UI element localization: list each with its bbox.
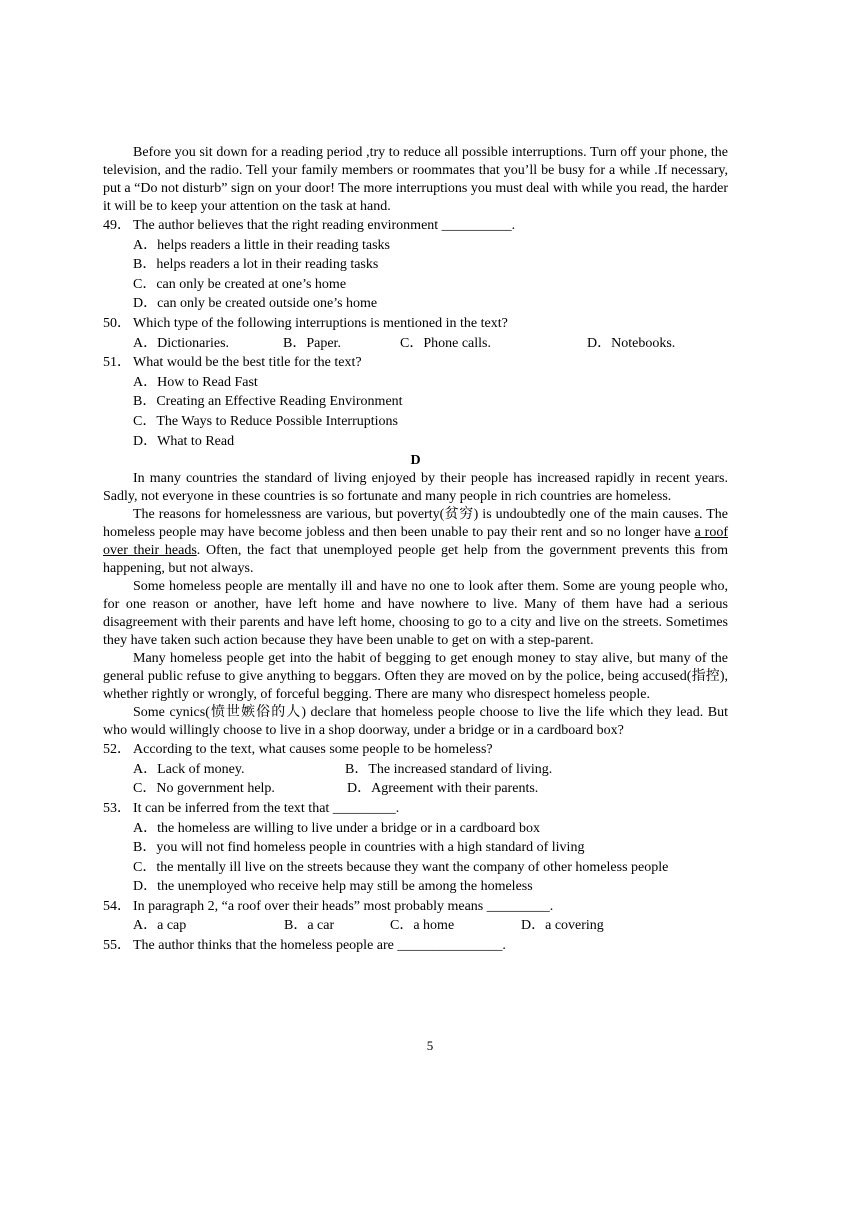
question-49 bbox=[103, 216, 728, 314]
option-d: D．a covering bbox=[521, 918, 604, 934]
passage-d-paragraph-5: Some cynics(愤世嫉俗的人) declare that homeless people choose to live the life which they lead. But who would willingly choose to live in a shop doorway, under a bridge or in a cardboard box? bbox=[103, 705, 728, 739]
option-b: B．a car bbox=[284, 918, 335, 934]
passage-d-paragraph-4: Many homeless people get into the habit of begging to get enough money to stay alive, but many of the general public refuse to give anything to beggars. Often they are moved on by the police, being accused(指控), whether rightly or wrongly, of forceful begging. There are many who disrespect homeless people. bbox=[103, 651, 728, 703]
option-d: D．the unemployed who receive help may still be among the homeless bbox=[133, 879, 533, 895]
paragraph-text: The reasons for homelessness are various, but poverty(贫穷) is undoubtedly one of the main causes. The homeless people may have become jobless and then been unable to pay their rent and so no longer have bbox=[103, 507, 728, 541]
option-c: C．can only be created at one’s home bbox=[133, 276, 347, 292]
section-heading: D bbox=[410, 453, 421, 469]
question-stem: Which type of the following interruptions is mentioned in the text? bbox=[133, 315, 508, 331]
question-number: 52． bbox=[103, 742, 131, 758]
option-d: D．Notebooks. bbox=[587, 335, 676, 351]
passage-d-paragraph-2 bbox=[103, 506, 728, 578]
option-c: C．a home bbox=[390, 918, 455, 934]
option-b: B．helps readers a lot in their reading tasks bbox=[133, 257, 379, 273]
question-number: 51． bbox=[103, 355, 131, 371]
option-c: C．The Ways to Reduce Possible Interruptions bbox=[133, 413, 398, 429]
page-number: 5 bbox=[426, 1038, 434, 1053]
options-row bbox=[133, 760, 728, 780]
question-number: 53． bbox=[103, 800, 131, 816]
question-number: 54． bbox=[103, 898, 131, 914]
option-a: A．Dictionaries. bbox=[133, 335, 230, 351]
question-50 bbox=[103, 314, 728, 353]
option-a: A．a cap bbox=[133, 918, 187, 934]
passage-d-paragraph-1: In many countries the standard of living enjoyed by their people has increased rapidly in recent years. Sadly, not everyone in these countries is so fortunate and many people in rich countries are homeless. bbox=[103, 471, 728, 505]
question-stem: In paragraph 2, “a roof over their heads” most probably means _________. bbox=[133, 898, 554, 914]
question-stem: According to the text, what causes some people to be homeless? bbox=[133, 742, 493, 758]
underlined-phrase: a roof over their heads bbox=[103, 525, 728, 559]
option-a: A．Lack of money. bbox=[133, 761, 245, 777]
option-a: A．helps readers a little in their reading tasks bbox=[133, 237, 390, 253]
question-51 bbox=[103, 353, 728, 451]
question-52 bbox=[103, 740, 728, 799]
question-stem: The author thinks that the homeless people are _______________. bbox=[133, 938, 506, 954]
passage-c-final-paragraph: Before you sit down for a reading period ,try to reduce all possible interruptions. Turn off your phone, the television, and the radio. Tell your family members or roommates that you’ll be busy for a while .If necessary, put a “Do not disturb” sign on your door! The more interruptions you must deal with while you read, the harder it will be to keep your attention on the task at hand. bbox=[103, 145, 728, 214]
options-row bbox=[133, 916, 728, 936]
option-b: B．Creating an Effective Reading Environment bbox=[133, 394, 403, 410]
question-number: 50． bbox=[103, 315, 131, 331]
question-stem: What would be the best title for the text? bbox=[133, 355, 362, 371]
question-number: 49． bbox=[103, 218, 131, 233]
option-c: C．Phone calls. bbox=[400, 335, 491, 351]
option-b: B．Paper. bbox=[283, 335, 341, 351]
question-54 bbox=[103, 897, 728, 936]
option-d: D．can only be created outside one’s home bbox=[133, 296, 378, 312]
question-stem: It can be inferred from the text that _________. bbox=[133, 800, 400, 816]
options-row bbox=[133, 779, 728, 799]
option-b: B．you will not find homeless people in countries with a high standard of living bbox=[133, 840, 585, 856]
paragraph-text: . Often, the fact that unemployed people get help from the government prevents this from happening, but not always. bbox=[103, 543, 728, 577]
options-row bbox=[133, 334, 728, 354]
option-d: D．What to Read bbox=[133, 433, 235, 449]
option-a: A．How to Read Fast bbox=[133, 374, 258, 390]
option-c: C．No government help. bbox=[133, 781, 275, 797]
question-55 bbox=[103, 936, 728, 956]
question-stem: The author believes that the right reading environment __________. bbox=[133, 218, 516, 233]
option-c: C．the mentally ill live on the streets because they want the company of other homeless people bbox=[133, 859, 669, 875]
page-body bbox=[103, 144, 728, 956]
question-number: 55． bbox=[103, 938, 131, 954]
option-b: B．The increased standard of living. bbox=[345, 761, 553, 777]
question-53 bbox=[103, 799, 728, 897]
option-d: D．Agreement with their parents. bbox=[347, 781, 539, 797]
passage-d-paragraph-3: Some homeless people are mentally ill and have no one to look after them. Some are young people who, for one reason or another, have left home and have nowhere to live. Many of them have had a serious disagreement with their parents and have left home, choosing to go to a city and live on the streets. Sometimes they have taken such action because they have been unable to get on with a step-parent. bbox=[103, 579, 728, 649]
option-a: A．the homeless are willing to live under a bridge or in a cardboard box bbox=[133, 820, 541, 836]
